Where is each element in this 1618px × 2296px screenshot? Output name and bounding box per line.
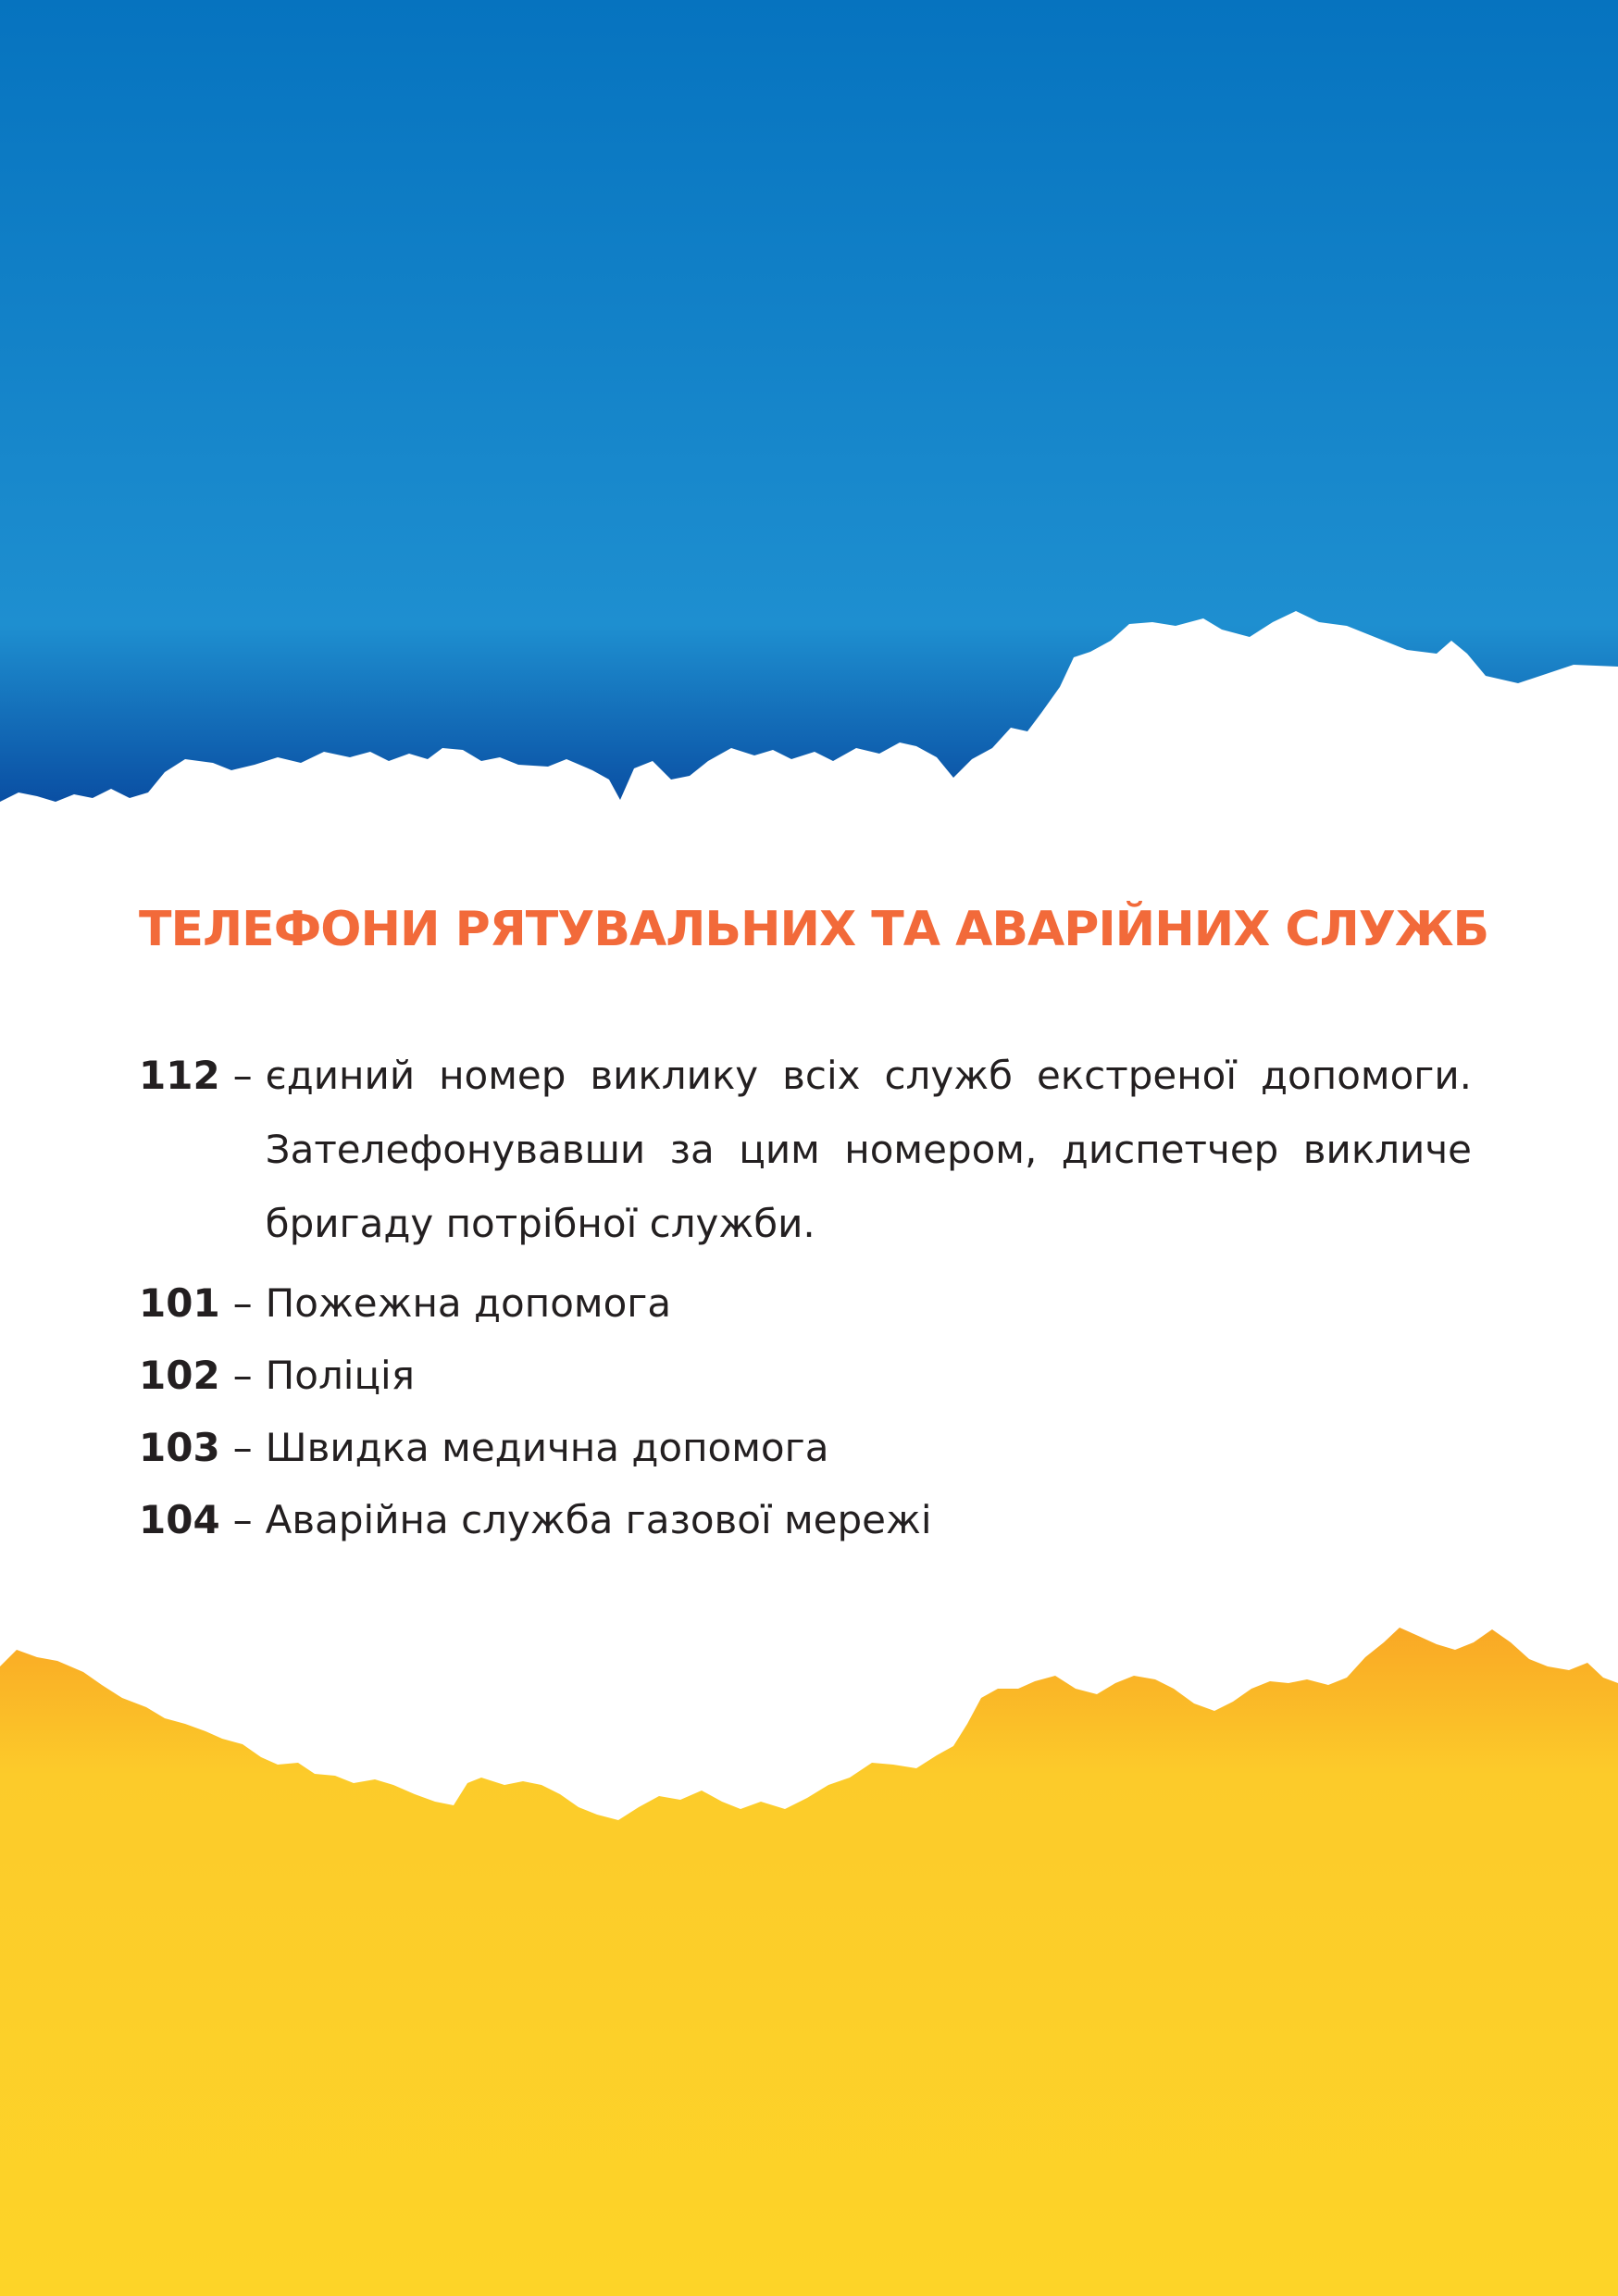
phone-number: 112: [139, 1053, 220, 1098]
dash-separator: –: [232, 1053, 253, 1098]
list-item: [139, 1046, 1472, 1261]
service-description: Пожежна допомога: [265, 1280, 672, 1326]
phone-number: 103: [139, 1425, 220, 1470]
dash-separator: –: [232, 1497, 253, 1542]
service-description: Поліція: [265, 1353, 415, 1398]
dash-separator: –: [232, 1280, 253, 1326]
phone-number: 101: [139, 1280, 220, 1326]
list-item: [139, 1418, 1472, 1478]
list-item: [139, 1274, 1472, 1333]
page-title: ТЕЛЕФОНИ РЯТУВАЛЬНИХ ТА АВАРІЙНИХ СЛУЖБ: [139, 902, 1489, 957]
dash-separator: –: [232, 1425, 253, 1470]
yellow-flag-band: [0, 1592, 1618, 2296]
blue-flag-band: [0, 0, 1618, 815]
dash-separator: –: [232, 1353, 253, 1398]
service-description: Швидка медична допомога: [265, 1425, 829, 1470]
emergency-numbers-list: [139, 1046, 1472, 1563]
list-item: [139, 1491, 1472, 1550]
service-description: Аварійна служба газової мережі: [265, 1497, 932, 1542]
list-item: [139, 1346, 1472, 1405]
phone-number: 104: [139, 1497, 220, 1542]
service-description: єдиний номер виклику всіх служб екстреної допомоги. Зателефонувавши за цим номером, диспетчер викличе бригаду потрібної служби.: [265, 1053, 1472, 1246]
phone-number: 102: [139, 1353, 220, 1398]
